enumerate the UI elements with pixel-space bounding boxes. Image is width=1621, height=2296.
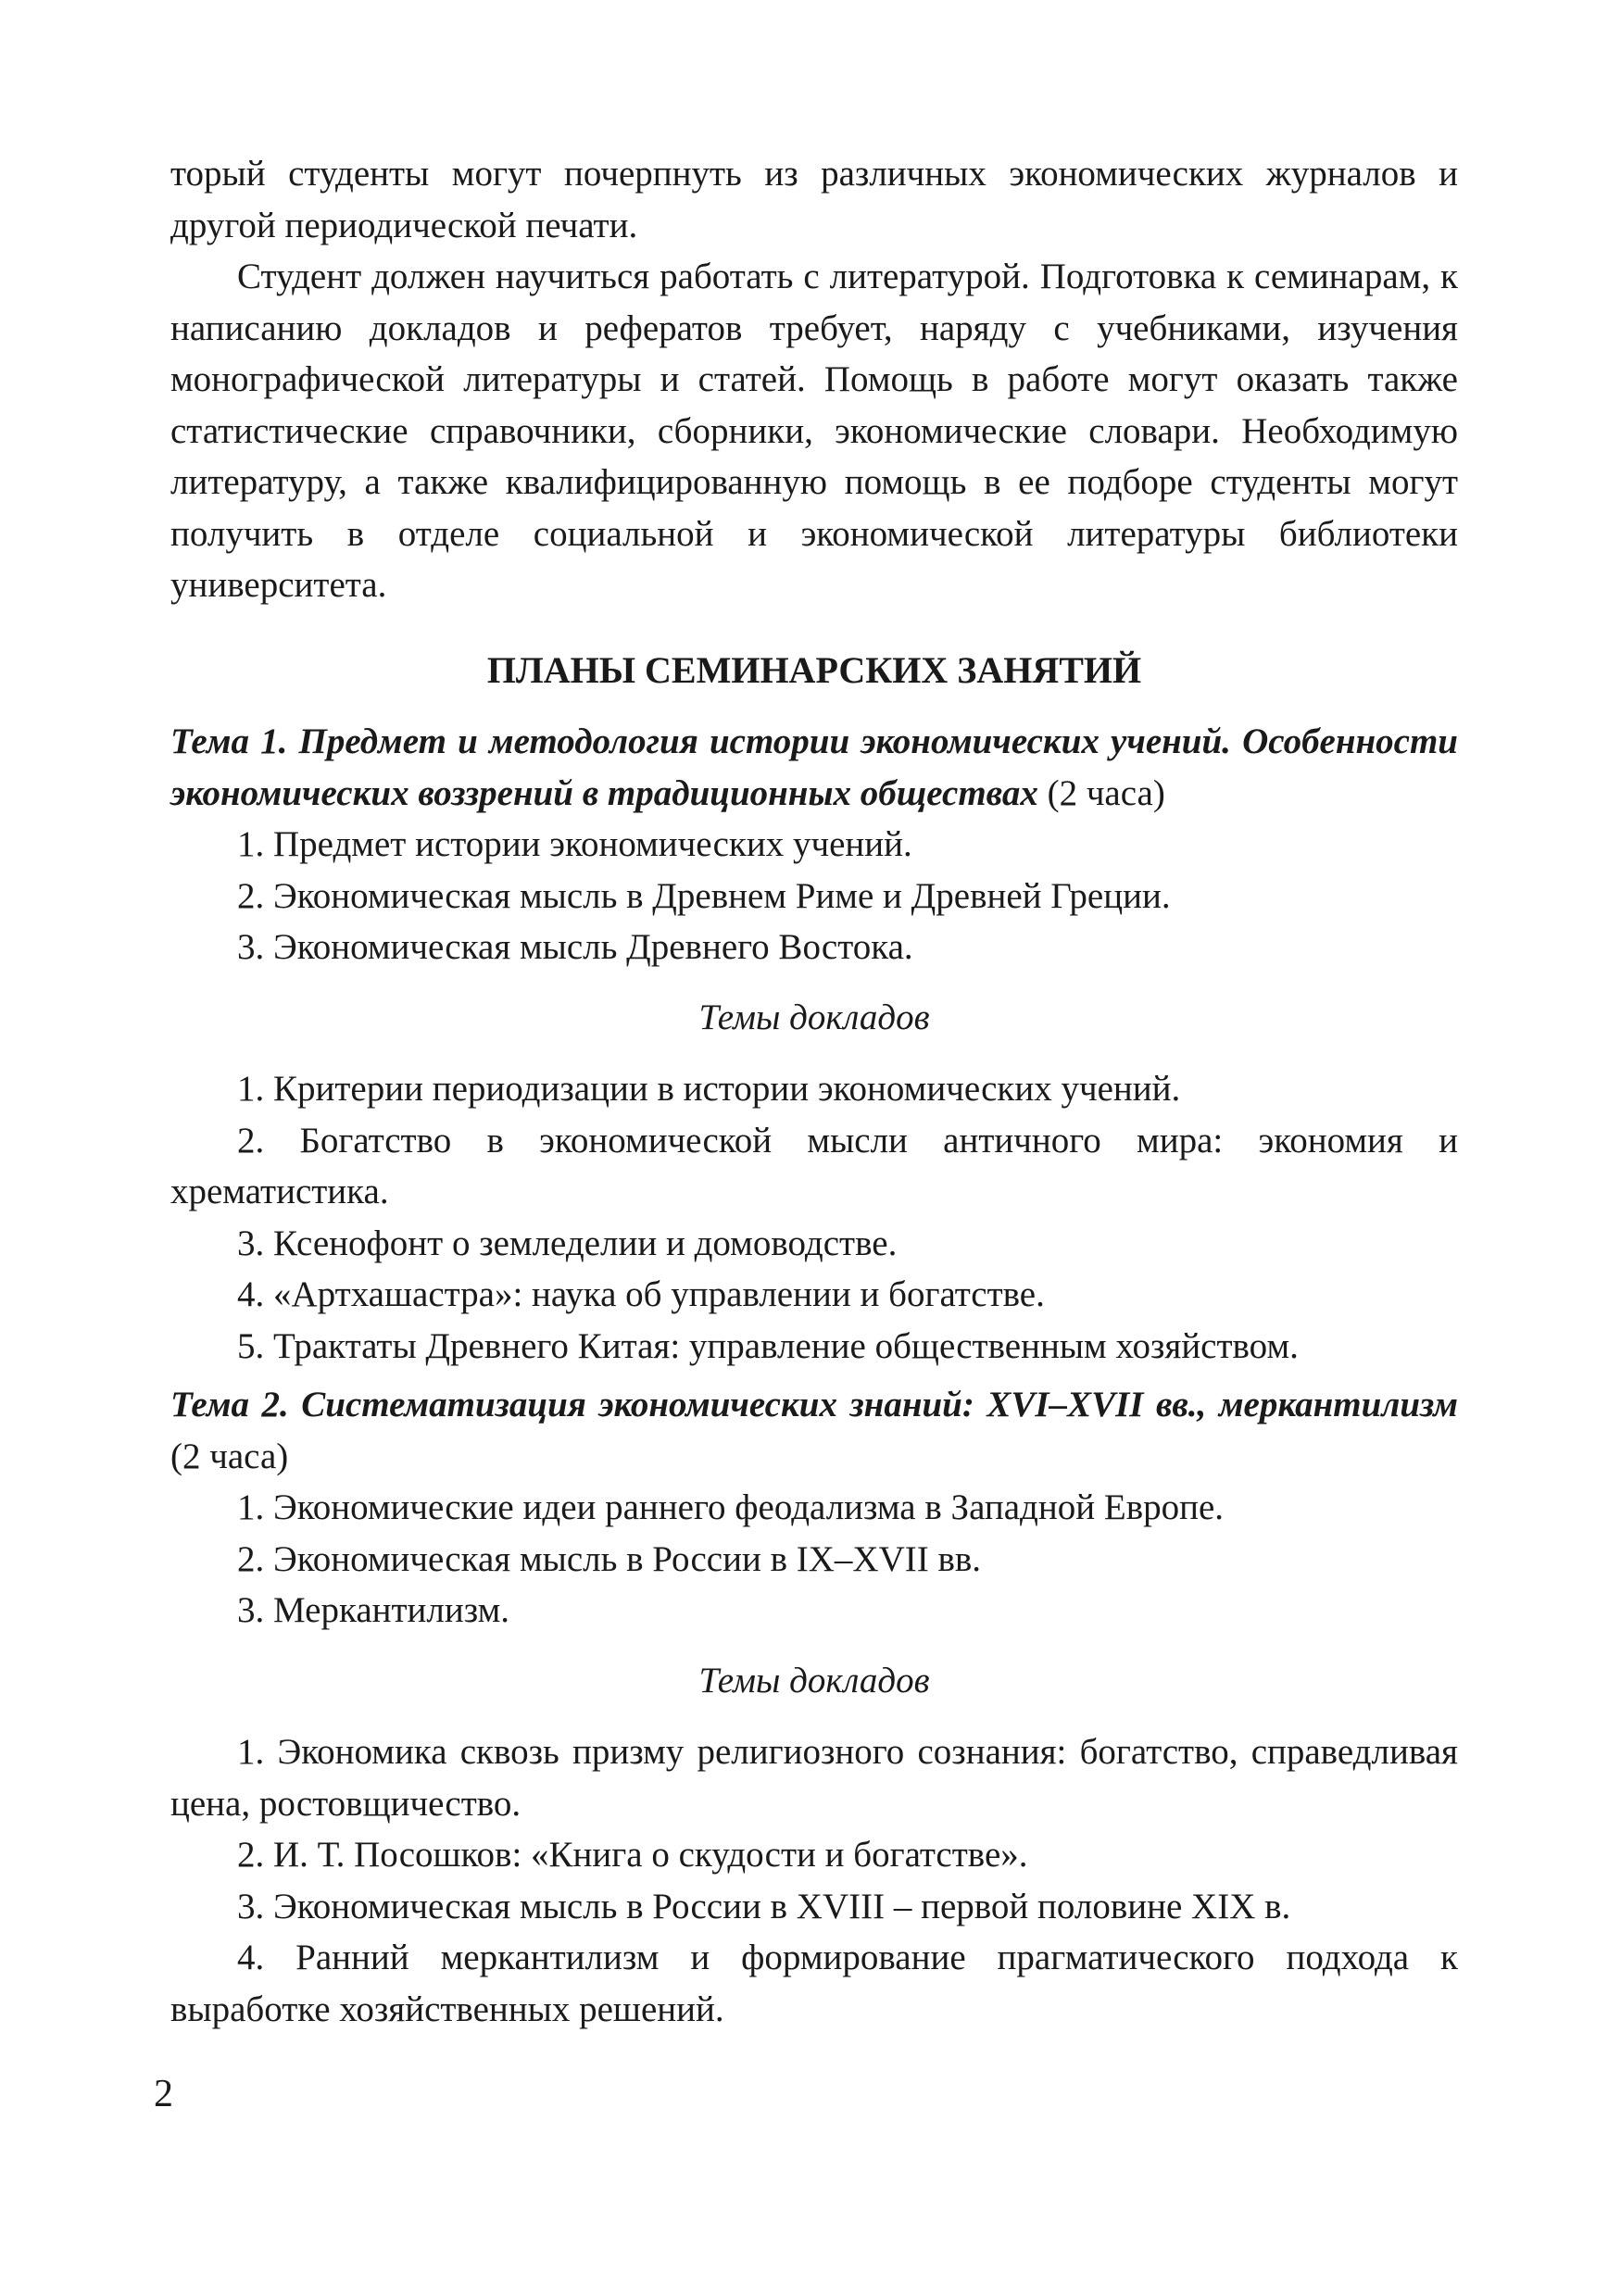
page-content xyxy=(170,148,1458,2035)
topic-1-item: 2. Экономическая мысль в Древнем Риме и Древней Греции. xyxy=(237,875,1171,916)
intro-paragraph-1: торый студенты могут почерпнуть из различных экономических журналов и другой периодической печати. xyxy=(170,154,1458,245)
topic-1-report: 1. Критерии периодизации в истории экономических учений. xyxy=(237,1069,1181,1109)
page-number: 2 xyxy=(154,2073,173,2115)
topic-1-report: 4. «Артхашастра»: наука об управлении и богатстве. xyxy=(237,1274,1045,1314)
topic-1-report: 2. Богатство в экономической мысли античного мира: экономия и хрематистика. xyxy=(170,1120,1458,1211)
topic-2-item: 1. Экономические идеи раннего феодализма в Западной Европе. xyxy=(237,1487,1225,1527)
topic-2-report: 2. И. Т. Посошков: «Книга о скудости и богатстве». xyxy=(237,1835,1028,1875)
topic-2-report: 4. Ранний меркантилизм и формирование прагматического подхода к выработке хозяйственных решений. xyxy=(170,1938,1458,2029)
topic-2-item: 2. Экономическая мысль в России в IX–XVII вв. xyxy=(237,1538,982,1579)
topic-2-hours: (2 часа) xyxy=(170,1436,289,1476)
topic-2-reports-heading: Темы докладов xyxy=(698,1660,930,1700)
topic-1-report: 5. Трактаты Древнего Китая: управление общественным хозяйством. xyxy=(237,1325,1299,1366)
topic-2-report: 1. Экономика сквозь призму религиозного сознания: богатство, справедливая цена, ростовщичество. xyxy=(170,1732,1458,1824)
topic-1-report: 3. Ксенофонт о земледелии и домоводстве. xyxy=(237,1223,898,1263)
topic-1-title xyxy=(170,716,1458,819)
topic-2-report: 3. Экономическая мысль в России в XVIII – первой половине XIX в. xyxy=(237,1886,1291,1926)
topic-1-title-text: Тема 1. Предмет и методология истории экономических учений. Особенности экономических воззрений в традиционных обществах xyxy=(170,721,1458,813)
topic-2-title-text: Тема 2. Систематизация экономических знаний: XVI–XVII вв., меркантилизм xyxy=(170,1385,1458,1424)
intro-paragraph-2: Студент должен научиться работать с литературой. Подготовка к семинарам, к написанию докладов и рефератов требует, наряду с учебниками, изучения монографической литературы и статей. Помощь в работе могут оказать также статистические справочники, сборники, экономические словари. Необходимую литературу, а также квалифицированную помощь в ее подборе студенты могут получить в отделе социальной и экономической литературы библиотеки университета. xyxy=(170,257,1458,605)
section-heading: ПЛАНЫ СЕМИНАРСКИХ ЗАНЯТИЙ xyxy=(486,648,1142,691)
topic-2-item: 3. Меркантилизм. xyxy=(237,1590,510,1630)
topic-1-hours: (2 часа) xyxy=(1047,772,1165,813)
topic-1-item: 3. Экономическая мысль Древнего Востока. xyxy=(237,927,913,967)
topic-2-title xyxy=(170,1379,1458,1482)
topic-1-reports-heading: Темы докладов xyxy=(698,997,930,1037)
topic-1-item: 1. Предмет истории экономических учений. xyxy=(237,824,912,864)
